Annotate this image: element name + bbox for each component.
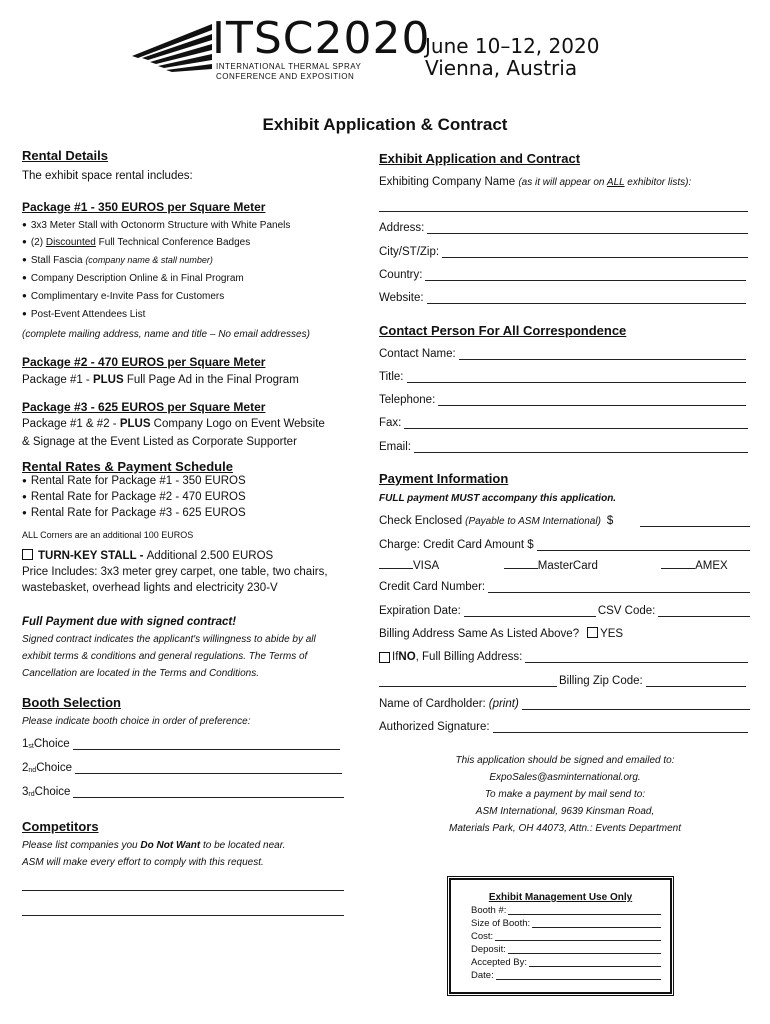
send-address: ASM International, 9639 Kinsman Road, bbox=[475, 806, 655, 817]
city-field[interactable] bbox=[379, 246, 748, 258]
company-note-underlined: ALL bbox=[606, 177, 625, 188]
if-no-text: If bbox=[392, 651, 399, 663]
mastercard-label: MasterCard bbox=[537, 560, 598, 572]
address-field[interactable] bbox=[379, 222, 748, 234]
logo-text: ITSC2020 bbox=[212, 13, 431, 64]
rate-item-text: Rental Rate for Package #1 - 350 EUROS bbox=[30, 475, 246, 487]
package-2-desc bbox=[22, 374, 299, 386]
expiration-label: Expiration Date: bbox=[379, 605, 461, 617]
signed-contract-text: Cancellation are located in the Terms and Conditions. bbox=[22, 668, 259, 679]
competitors-text bbox=[22, 840, 285, 851]
rate-item bbox=[22, 507, 246, 519]
package-3-heading: Package #3 - 625 EUROS per Square Meter bbox=[22, 400, 266, 414]
choice-3-sup: rd bbox=[28, 791, 35, 798]
send-line: To make a payment by mail send to: bbox=[484, 789, 646, 800]
choice-2-sup: nd bbox=[28, 767, 37, 774]
package-1-item bbox=[22, 220, 290, 231]
email-label: Email: bbox=[379, 441, 411, 453]
visa-blank[interactable] bbox=[379, 558, 413, 569]
company-note-part: (as it will appear on bbox=[518, 177, 607, 188]
competitors-text-2: ASM will make every effort to comply with this request. bbox=[22, 857, 264, 868]
billing-zip-label: Billing Zip Code: bbox=[559, 675, 643, 687]
check-note: (Payable to ASM International) bbox=[465, 516, 601, 527]
telephone-field[interactable] bbox=[379, 394, 746, 406]
booth-heading: Booth Selection bbox=[22, 695, 121, 710]
visa-label: VISA bbox=[413, 560, 439, 572]
card-type-row bbox=[379, 558, 739, 572]
full-payment-heading: Full Payment due with signed contract! bbox=[22, 616, 237, 628]
management-use-box bbox=[449, 878, 672, 994]
competitor-line-2[interactable] bbox=[22, 905, 344, 916]
signature-label: Authorized Signature: bbox=[379, 721, 490, 733]
package-1-item-text: Stall Fascia bbox=[30, 255, 86, 266]
logo-subtitle-2: CONFERENCE AND EXPOSITION bbox=[216, 72, 355, 81]
package-2-heading: Package #2 - 470 EUROS per Square Meter bbox=[22, 355, 266, 369]
choice-3-field[interactable] bbox=[22, 786, 344, 798]
rate-item-text: Rental Rate for Package #2 - 470 EUROS bbox=[30, 491, 246, 503]
competitors-heading: Competitors bbox=[22, 819, 99, 834]
turnkey-label: TURN-KEY STALL - bbox=[38, 550, 147, 562]
cardholder-field[interactable] bbox=[379, 698, 750, 710]
contact-heading: Contact Person For All Correspondence bbox=[379, 323, 627, 338]
country-label: Country: bbox=[379, 269, 423, 281]
fax-field[interactable] bbox=[379, 417, 748, 429]
competitors-text-bold: Do Not Want bbox=[140, 840, 201, 851]
mastercard-blank[interactable] bbox=[504, 558, 538, 569]
package-1-item-text: Full Technical Conference Badges bbox=[95, 237, 251, 248]
logo bbox=[132, 13, 431, 86]
check-field[interactable] bbox=[379, 515, 750, 527]
city-label: City/ST/Zip: bbox=[379, 246, 440, 258]
package-2-desc-text: Full Page Ad in the Final Program bbox=[123, 374, 299, 386]
contact-title-field[interactable] bbox=[379, 371, 746, 383]
choice-1-sup: st bbox=[28, 743, 34, 750]
application-heading: Exhibit Application and Contract bbox=[379, 151, 581, 166]
cardholder-note: (print) bbox=[488, 698, 519, 710]
payment-note: FULL payment MUST accompany this application. bbox=[379, 493, 617, 504]
turnkey-desc-2: wastebasket, overhead lights and electricity 230-V bbox=[22, 582, 278, 594]
rate-item bbox=[22, 491, 246, 503]
rate-item bbox=[22, 475, 246, 487]
corners-note: ALL Corners are an additional 100 EUROS bbox=[22, 530, 194, 540]
competitors-text-part: Please list companies you bbox=[22, 840, 141, 851]
contact-title-label: Title: bbox=[379, 371, 404, 383]
billing-same-label: Billing Address Same As Listed Above? bbox=[379, 628, 580, 640]
company-name-text: Exhibiting Company Name bbox=[379, 176, 519, 188]
company-name-field[interactable] bbox=[379, 201, 748, 212]
country-field[interactable] bbox=[379, 269, 746, 281]
choice-3-label: 3 bbox=[22, 786, 29, 798]
expiration-field[interactable] bbox=[379, 605, 750, 617]
package-1-item bbox=[22, 273, 244, 284]
package-3-desc bbox=[22, 418, 325, 430]
rates-heading: Rental Rates & Payment Schedule bbox=[22, 459, 233, 474]
choice-1-label: 1 bbox=[22, 738, 29, 750]
package-1-item-text: Company Description Online & in Final Program bbox=[30, 273, 244, 284]
cc-number-field[interactable] bbox=[379, 581, 750, 593]
payment-heading: Payment Information bbox=[379, 471, 509, 486]
package-1-item bbox=[22, 255, 213, 266]
package-1-heading: Package #1 - 350 EUROS per Square Meter bbox=[22, 200, 266, 214]
management-title: Exhibit Management Use Only bbox=[488, 892, 633, 903]
mgmt-size-label: Size of Booth: bbox=[471, 918, 531, 929]
cardholder-label: Name of Cardholder: bbox=[379, 698, 486, 710]
competitors-text-part: to be located near. bbox=[200, 840, 286, 851]
mgmt-booth-label: Booth #: bbox=[471, 905, 507, 916]
mgmt-size-field[interactable] bbox=[471, 918, 661, 929]
charge-label: Charge: Credit Card Amount $ bbox=[379, 539, 534, 551]
mgmt-accepted-label: Accepted By: bbox=[471, 957, 527, 968]
check-label: Check Enclosed bbox=[379, 515, 463, 527]
page-title: Exhibit Application & Contract bbox=[262, 115, 508, 134]
turnkey-line bbox=[22, 549, 273, 562]
rental-details-heading: Rental Details bbox=[22, 148, 108, 163]
contact-name-field[interactable] bbox=[379, 348, 746, 360]
turnkey-checkbox[interactable] bbox=[22, 549, 33, 560]
package-3-desc-text: Package #1 & #2 - bbox=[22, 418, 120, 430]
billing-zip-field[interactable] bbox=[379, 675, 746, 687]
billing-address-field[interactable] bbox=[379, 651, 748, 663]
contact-name-label: Contact Name: bbox=[379, 348, 456, 360]
package-1-item-text: 3x3 Meter Stall with Octonorm Structure with White Panels bbox=[30, 220, 291, 231]
choice-2-field[interactable] bbox=[22, 762, 342, 774]
if-no-text: , Full Billing Address: bbox=[415, 651, 523, 663]
choice-1-field[interactable] bbox=[22, 738, 340, 750]
charge-field[interactable] bbox=[379, 539, 750, 551]
package-1-item-text: (2) bbox=[30, 237, 46, 248]
billing-same-row bbox=[379, 627, 623, 640]
rate-item-text: Rental Rate for Package #3 - 625 EUROS bbox=[30, 507, 246, 519]
company-note-part: exhibitor lists): bbox=[624, 177, 692, 188]
mgmt-cost-field[interactable] bbox=[471, 931, 661, 942]
package-1-item-text: Post-Event Attendees List bbox=[30, 309, 146, 320]
send-instructions bbox=[379, 752, 751, 837]
competitor-line-1[interactable] bbox=[22, 880, 344, 891]
booth-intro: Please indicate booth choice in order of preference: bbox=[22, 716, 251, 727]
billing-yes-checkbox[interactable] bbox=[587, 627, 598, 638]
signed-contract-text: exhibit terms & conditions and general regulations. The Terms of bbox=[22, 651, 308, 662]
choice-label: Choice bbox=[36, 762, 73, 774]
mgmt-accepted-field[interactable] bbox=[471, 957, 661, 968]
amex-blank[interactable] bbox=[661, 558, 695, 569]
send-line: This application should be signed and emailed to: bbox=[455, 755, 675, 766]
mgmt-date-label: Date: bbox=[471, 970, 494, 981]
package-2-desc-bold: PLUS bbox=[92, 374, 124, 386]
mgmt-date-field[interactable] bbox=[471, 970, 661, 981]
choice-2-label: 2 bbox=[22, 762, 29, 774]
send-address: Materials Park, OH 44073, Attn.: Events Department bbox=[449, 823, 681, 834]
signature-field[interactable] bbox=[379, 721, 748, 733]
package-1-item-text: Complimentary e-Invite Pass for Customers bbox=[30, 291, 225, 302]
mgmt-cost-label: Cost: bbox=[471, 931, 494, 942]
telephone-label: Telephone: bbox=[379, 394, 436, 406]
logo-swoosh-icon bbox=[132, 22, 217, 72]
billing-no-checkbox[interactable] bbox=[379, 652, 390, 663]
amex-label: AMEX bbox=[695, 560, 728, 572]
logo-subtitle-1: INTERNATIONAL THERMAL SPRAY bbox=[216, 62, 362, 71]
turnkey-price: Additional 2.500 EUROS bbox=[146, 550, 274, 562]
package-3-desc-bold: PLUS bbox=[119, 418, 151, 430]
website-field[interactable] bbox=[379, 292, 746, 304]
company-name-note bbox=[518, 177, 691, 188]
package-3-desc-line2: & Signage at the Event Listed as Corporate Supporter bbox=[22, 436, 297, 448]
package-1-item bbox=[22, 309, 145, 320]
choice-label: Choice bbox=[33, 738, 70, 750]
company-name-label bbox=[379, 176, 691, 188]
check-dollar: $ bbox=[606, 515, 614, 527]
package-1-item-underlined: Discounted bbox=[45, 237, 96, 248]
choice-label: Choice bbox=[34, 786, 71, 798]
package-2-desc-text: Package #1 - bbox=[22, 374, 93, 386]
package-1-item bbox=[22, 237, 250, 248]
package-1-item-note: (company name & stall number) bbox=[85, 255, 213, 265]
package-1-note: (complete mailing address, name and title – No email addresses) bbox=[22, 329, 310, 340]
package-3-desc-text: Company Logo on Event Website bbox=[150, 418, 325, 430]
turnkey-desc-1: Price Includes: 3x3 meter grey carpet, one table, two chairs, bbox=[22, 566, 328, 578]
rental-intro: The exhibit space rental includes: bbox=[22, 170, 193, 182]
event-location: Vienna, Austria bbox=[425, 56, 578, 80]
mgmt-deposit-field[interactable] bbox=[471, 944, 661, 955]
billing-yes-label: YES bbox=[600, 628, 624, 640]
csv-label: CSV Code: bbox=[597, 605, 656, 617]
website-label: Website: bbox=[379, 292, 424, 304]
signed-contract-text: Signed contract indicates the applicant's willingness to abide by all bbox=[22, 634, 316, 645]
mgmt-booth-field[interactable] bbox=[471, 905, 661, 916]
package-1-item bbox=[22, 291, 224, 302]
cc-number-label: Credit Card Number: bbox=[379, 581, 486, 593]
fax-label: Fax: bbox=[379, 417, 402, 429]
address-label: Address: bbox=[379, 222, 425, 234]
if-no-bold: NO bbox=[398, 651, 416, 663]
mgmt-deposit-label: Deposit: bbox=[471, 944, 506, 955]
send-email: ExpoSales@asminternational.org. bbox=[489, 772, 641, 783]
event-date: June 10–12, 2020 bbox=[425, 34, 600, 58]
email-field[interactable] bbox=[379, 441, 748, 453]
